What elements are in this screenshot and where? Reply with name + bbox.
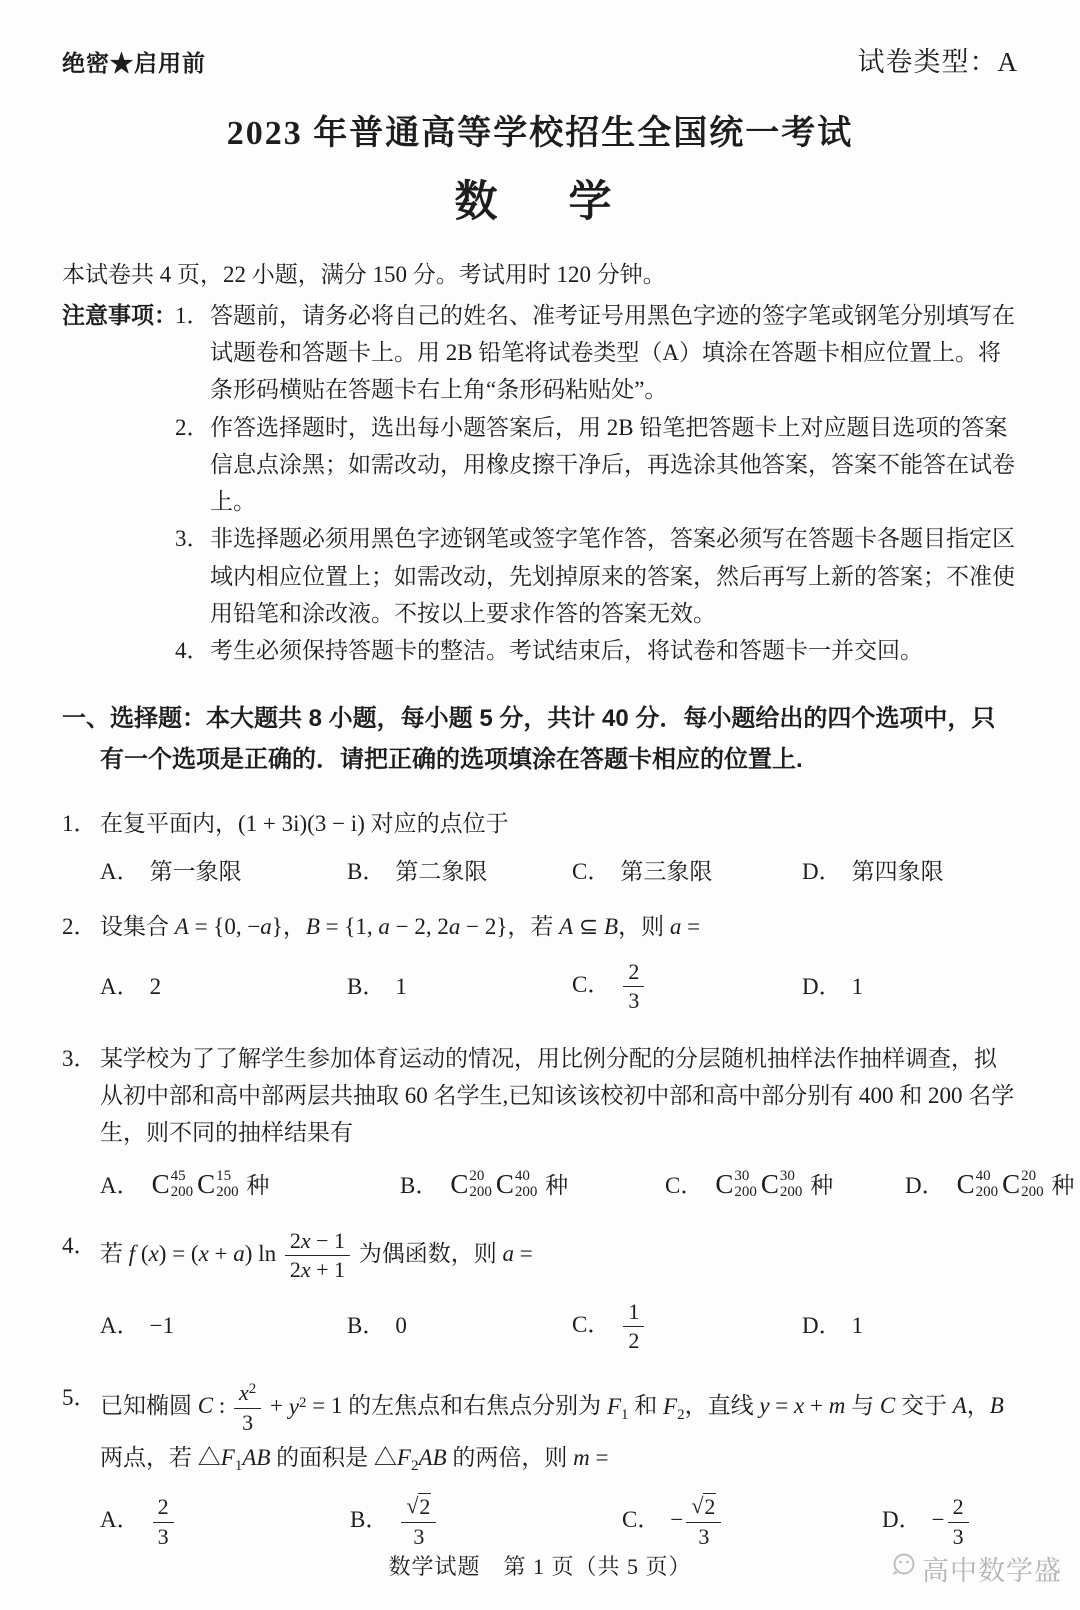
option-c	[665, 1164, 905, 1205]
question-body	[100, 1379, 1018, 1551]
question-2	[62, 908, 1018, 1016]
option-content: 1	[395, 973, 407, 999]
watermark-text: 高中数学盛	[922, 1556, 1062, 1586]
question-options	[100, 1298, 1018, 1356]
option-content: C 20 200 C 40 200 种	[450, 1167, 569, 1200]
question-number: 5．	[62, 1385, 97, 1411]
question-stem: 若 f (x) = (x + a) ln $\frac{2x - 1}{2x + 1}$ 为偶函数，则 a =	[100, 1227, 533, 1283]
option-content: 第四象限	[851, 859, 944, 885]
option-c	[572, 855, 802, 890]
option-a	[100, 855, 347, 890]
option-label: C．	[572, 1311, 611, 1337]
option-d	[802, 1309, 1018, 1344]
question-body	[100, 908, 1018, 1016]
option-content: −1	[149, 1313, 175, 1339]
option-b	[347, 1309, 572, 1344]
option-d	[802, 855, 1018, 890]
option-a	[100, 970, 347, 1005]
option-content: 第二象限	[395, 859, 488, 885]
exam-subject: 数 学	[454, 179, 626, 226]
question-body	[100, 1227, 1018, 1356]
security-classification: 绝密★启用前	[62, 50, 206, 76]
question-number: 2．	[62, 913, 97, 939]
option-content: 0	[395, 1313, 407, 1339]
page-header	[62, 40, 1018, 79]
option-b	[347, 855, 572, 890]
option-label: D．	[802, 1313, 842, 1339]
option-content: $\frac{1}{2}$	[620, 1312, 647, 1337]
option-content: C 40 200 C 20 200 种	[956, 1167, 1075, 1200]
option-label: C．	[572, 859, 611, 885]
option-label: A．	[100, 1173, 140, 1199]
option-content: C 30 200 C 30 200 种	[715, 1167, 834, 1200]
question-3	[62, 1040, 1075, 1205]
option-content: 1	[851, 1313, 864, 1339]
option-content: − $\frac{2}{3}$	[932, 1507, 972, 1532]
wechat-smiley-icon	[888, 1550, 918, 1587]
option-label: B．	[350, 1507, 389, 1533]
notice-number: 3．	[175, 526, 210, 552]
option-content: 第一象限	[149, 859, 242, 885]
option-d	[882, 1493, 1018, 1551]
option-content: 第三象限	[620, 859, 713, 885]
question-body	[100, 805, 1018, 890]
option-content: $\frac{2}{3}$	[620, 972, 647, 997]
option-label: D．	[905, 1173, 945, 1199]
option-c	[622, 1493, 882, 1551]
notice-number: 2．	[175, 414, 210, 440]
question-options	[100, 1164, 1075, 1205]
notice-item	[62, 632, 1018, 669]
notice-text: 非选择题必须用黑色字迹钢笔或签字笔作答，答案必须写在答题卡各题目指定区域内相应位置上；如需改动，先划掉原来的答案，然后再写上新的答案；不准使用铅笔和涂改液。不按以上要求作答的答案无效。	[210, 526, 1015, 626]
question-stem: 已知椭圆 C : $\frac{x^2}{3}$ + $y^2 = 1$ 的左焦点和右焦点分别为 $F_1$ 和 $F_2$，直线 y = x + m 与 C 交于 A，B 两点，若 $\triangle F_1AB$ 的面积是 $\triangle F_2AB$ 的两倍，则 m =	[100, 1380, 1004, 1475]
notices-section	[62, 297, 1018, 670]
option-label: A．	[100, 1507, 140, 1533]
question-number: 1．	[62, 810, 97, 836]
question-1	[62, 805, 1018, 890]
option-content: 2	[149, 973, 162, 999]
option-content: C 45 200 C 15 200 种	[151, 1167, 270, 1200]
option-label: A．	[100, 859, 140, 885]
notices-label: 注意事项：	[62, 301, 177, 328]
option-b	[400, 1164, 665, 1205]
question-options	[100, 855, 1018, 890]
page-number: 数学试题 第 1 页（共 5 页）	[388, 1554, 692, 1579]
option-label: B．	[347, 859, 386, 885]
option-d	[905, 1164, 1074, 1205]
option-label: C．	[665, 1173, 704, 1199]
question-stem: 在复平面内，(1 + 3i)(3 − i) 对应的点位于	[100, 810, 509, 836]
question-number: 4．	[62, 1232, 97, 1258]
option-content: $\frac{√2}{3}$	[398, 1507, 439, 1532]
option-b	[347, 970, 572, 1005]
notice-text: 考生必须保持答题卡的整洁。考试结束后，将试卷和答题卡一并交回。	[210, 638, 923, 664]
notice-text: 作答选择题时，选出每小题答案后，用 2B 铅笔把答题卡上对应题目选项的答案信息点涂黑；如需改动，用橡皮擦干净后，再选涂其他答案，答案不能答在试卷上。	[210, 414, 1015, 515]
notice-text: 答题前，请务必将自己的姓名、准考证号用黑色字迹的签字笔或钢笔分别填写在试题卷和答题卡上。用 2B 铅笔将试卷类型（A）填涂在答题卡相应位置上。将条形码横贴在答题卡右上角“条形码粘贴处”。	[210, 302, 1015, 403]
option-c	[572, 958, 802, 1016]
question-number: 3．	[62, 1045, 97, 1071]
option-label: D．	[882, 1507, 922, 1533]
question-options	[100, 958, 1018, 1016]
option-label: C．	[572, 972, 611, 998]
notice-item	[62, 409, 1018, 521]
notice-item	[62, 297, 1018, 409]
exam-title: 2023 年普通高等学校招生全国统一考试	[226, 115, 854, 152]
question-stem: 设集合 A = {0, −a}，B = {1, a − 2, 2a − 2}，若 A ⊆ B，则 a =	[100, 913, 701, 939]
option-label: B．	[347, 1313, 386, 1339]
notice-number: 4．	[175, 638, 210, 664]
option-label: C．	[622, 1507, 661, 1533]
option-content: $\frac{2}{3}$	[150, 1507, 177, 1532]
option-label: B．	[347, 973, 386, 999]
question-stem: 某学校为了了解学生参加体育运动的情况，用比例分配的分层随机抽样法作抽样调查，拟从初中部和高中部两层共抽取 60 名学生,已知该该校初中部和高中部分别有 400 和 200 名学生，则不同的抽样结果有	[100, 1045, 1015, 1146]
question-body	[100, 1040, 1075, 1205]
section-title: 一、选择题：本大题共 8 小题，每小题 5 分，共计 40 分．每小题给出的四个选项中，只有一个选项是正确的．请把正确的选项填涂在答题卡相应的位置上.	[62, 705, 996, 774]
option-label: D．	[802, 859, 842, 885]
option-b	[350, 1493, 622, 1551]
option-content: 1	[851, 973, 864, 999]
option-a	[100, 1164, 400, 1205]
question-5	[62, 1379, 1018, 1551]
paper-type-label: 试卷类型：A	[857, 47, 1018, 77]
question-4	[62, 1227, 1018, 1356]
option-d	[802, 970, 1018, 1005]
option-label: B．	[400, 1173, 439, 1199]
page-footer	[0, 1550, 1080, 1584]
question-options	[100, 1493, 1018, 1551]
notice-item	[62, 520, 1018, 632]
option-label: D．	[802, 973, 842, 999]
option-a	[100, 1493, 350, 1551]
option-label: A．	[100, 1313, 140, 1339]
watermark	[888, 1549, 1062, 1588]
option-content: − $\frac{√2}{3}$	[670, 1507, 724, 1532]
option-a	[100, 1309, 347, 1344]
option-c	[572, 1298, 802, 1356]
exam-info: 本试卷共 4 页，22 小题，满分 150 分。考试用时 120 分钟。	[62, 262, 666, 287]
option-label: A．	[100, 973, 140, 999]
notice-number: 1．	[175, 302, 210, 328]
